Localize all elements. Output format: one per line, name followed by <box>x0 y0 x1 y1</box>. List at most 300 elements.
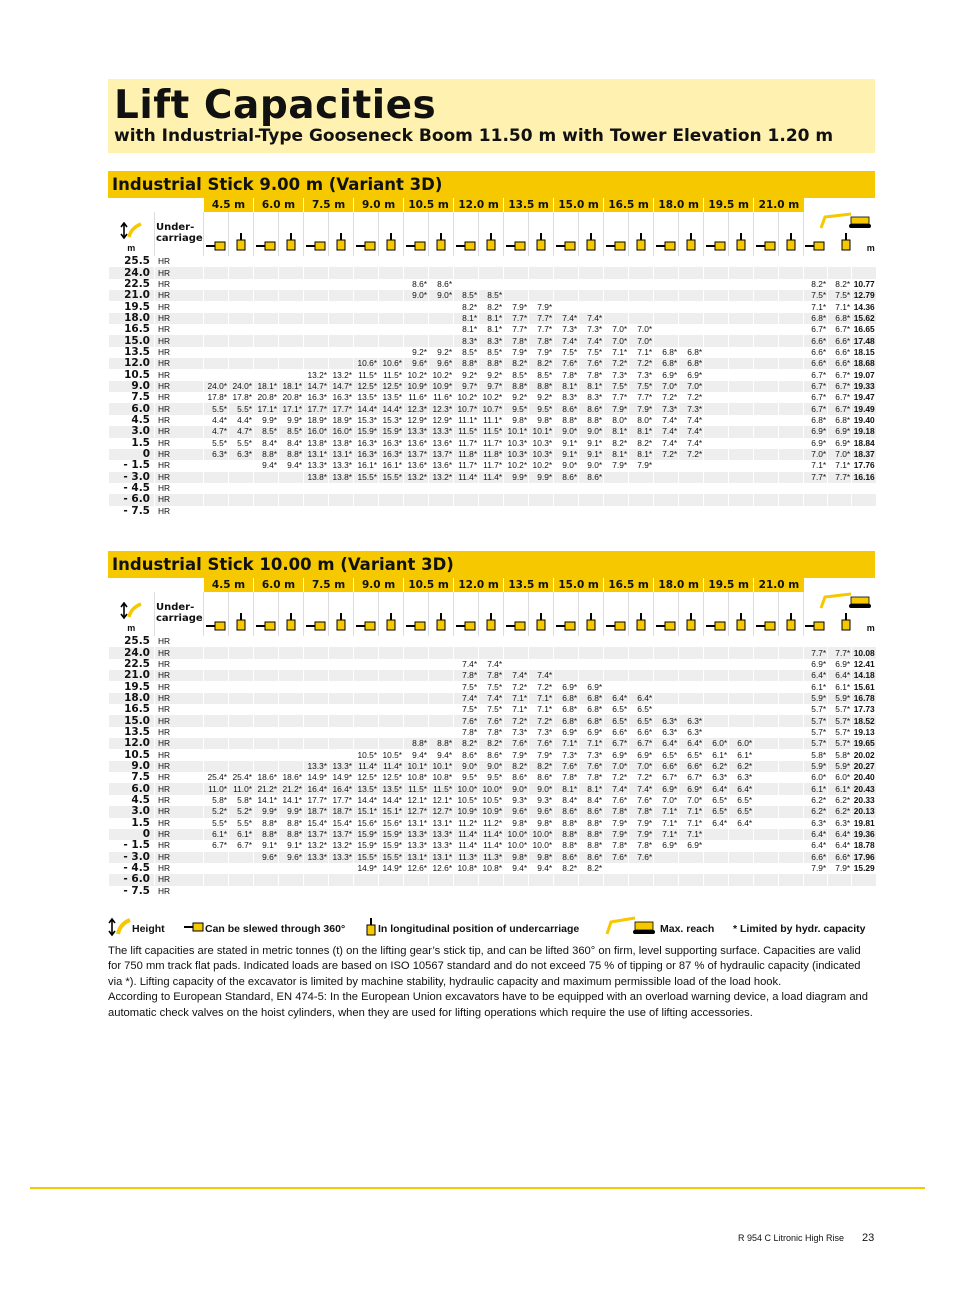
capacity-cell: 11.2* <box>479 818 504 829</box>
max-capacity-cell: 7.7* <box>828 647 852 658</box>
capacity-cell: 10.2* <box>504 460 529 471</box>
capacity-cell: 7.8* <box>579 772 604 783</box>
table-row <box>109 313 876 324</box>
radius-header: 7.5 m <box>304 578 354 592</box>
capacity-cell: 9.6* <box>254 852 279 863</box>
height-cell: 1.5 <box>109 818 155 829</box>
height-cell: 19.5 <box>109 681 155 692</box>
table-row <box>109 403 876 414</box>
capacity-cell: 11.4* <box>479 829 504 840</box>
capacity-cell: 6.8* <box>654 347 679 358</box>
capacity-cell: 7.2* <box>604 772 629 783</box>
longitudinal-icon <box>236 613 246 634</box>
capacity-cell: 8.1* <box>554 381 579 392</box>
capacity-cell: 9.0* <box>579 426 604 437</box>
capacity-cell: 16.3* <box>354 438 379 449</box>
height-cell: 7.5 <box>109 772 155 783</box>
undercarriage-cell: HR <box>155 472 204 483</box>
title-banner <box>108 79 875 153</box>
capacity-cell: 10.2* <box>454 392 479 403</box>
max-reach-cell: 10.77 <box>852 279 876 290</box>
max-reach-cell: 17.73 <box>852 704 876 715</box>
capacity-cell: 11.3* <box>454 852 479 863</box>
capacity-cell: 7.5* <box>629 381 654 392</box>
capacity-cell: 10.3* <box>504 438 529 449</box>
capacity-cell: 11.5* <box>404 783 429 794</box>
capacity-cell: 8.2* <box>529 358 554 369</box>
max-capacity-cell: 6.9* <box>804 426 828 437</box>
capacity-cell: 10.1* <box>529 426 554 437</box>
capacity-cell: 9.1* <box>579 438 604 449</box>
max-capacity-cell <box>804 636 828 647</box>
capacity-cell: 10.6* <box>379 358 404 369</box>
capacity-cell: 6.4* <box>704 783 729 794</box>
capacity-cell: 13.2* <box>404 472 429 483</box>
max-reach-cell: 19.49 <box>852 403 876 414</box>
max-capacity-cell: 6.1* <box>828 681 852 692</box>
capacity-cell: 6.9* <box>579 727 604 738</box>
table-row <box>109 670 876 681</box>
capacity-cell: 6.3* <box>679 727 704 738</box>
capacity-cell: 7.3* <box>579 324 604 335</box>
undercarriage-cell: HR <box>155 415 204 426</box>
capacity-cell: 10.7* <box>479 403 504 414</box>
capacity-cell: 8.2* <box>454 738 479 749</box>
table-row <box>109 460 876 471</box>
slew-icon <box>756 241 776 254</box>
capacity-cell: 11.4* <box>379 761 404 772</box>
capacity-cell: 9.6* <box>504 806 529 817</box>
capacity-cell: 7.0* <box>654 381 679 392</box>
capacity-cell: 17.7* <box>304 403 329 414</box>
height-cell: 18.0 <box>109 313 155 324</box>
capacity-cell: 6.9* <box>554 727 579 738</box>
max-capacity-cell: 5.7* <box>828 715 852 726</box>
capacity-cell: 7.4* <box>504 670 529 681</box>
capacity-cell: 7.2* <box>654 392 679 403</box>
capacity-cell: 7.6* <box>504 738 529 749</box>
max-capacity-cell: 6.4* <box>804 829 828 840</box>
capacity-cell: 16.3* <box>354 449 379 460</box>
capacity-cell: 10.0* <box>454 783 479 794</box>
height-cell: - 3.0 <box>109 852 155 863</box>
capacity-cell: 15.5* <box>354 852 379 863</box>
capacity-cell: 5.2* <box>204 806 229 817</box>
max-reach-cell: 19.18 <box>852 426 876 437</box>
max-capacity-cell <box>804 267 828 278</box>
capacity-cell: 9.0* <box>404 290 429 301</box>
max-capacity-cell: 6.7* <box>828 392 852 403</box>
radius-header: 12.0 m <box>454 198 504 212</box>
capacity-cell: 5.5* <box>204 818 229 829</box>
undercarriage-cell: HR <box>155 659 204 670</box>
capacity-cell: 11.5* <box>454 426 479 437</box>
capacity-cell: 9.9* <box>279 415 304 426</box>
capacity-cell: 11.4* <box>479 840 504 851</box>
longitudinal-icon <box>286 233 296 254</box>
capacity-cell: 13.3* <box>429 829 454 840</box>
max-reach-cell: 15.29 <box>852 863 876 874</box>
capacity-cell: 8.2* <box>529 761 554 772</box>
capacity-cell: 8.8* <box>529 381 554 392</box>
capacity-cell: 4.7* <box>229 426 254 437</box>
table-row <box>109 426 876 437</box>
height-cell: 9.0 <box>109 761 155 772</box>
capacity-cell: 21.2* <box>279 783 304 794</box>
capacity-cell: 8.6* <box>579 403 604 414</box>
capacity-cell: 5.8* <box>204 795 229 806</box>
slew-icon <box>805 241 825 254</box>
max-reach-cell: 17.76 <box>852 460 876 471</box>
capacity-cell: 25.4* <box>204 772 229 783</box>
undercarriage-cell: HR <box>155 852 204 863</box>
capacity-cell: 6.2* <box>704 761 729 772</box>
legend-max-reach: Max. reach <box>660 923 715 935</box>
max-capacity-cell: 6.9* <box>828 659 852 670</box>
radius-header: 10.5 m <box>404 578 454 592</box>
capacity-cell: 13.1* <box>429 852 454 863</box>
capacity-cell: 16.0* <box>329 426 354 437</box>
table-row <box>109 392 876 403</box>
longitudinal-icon <box>536 613 546 634</box>
max-capacity-cell <box>828 483 852 494</box>
capacity-cell: 10.0* <box>479 783 504 794</box>
capacity-cell: 15.4* <box>304 818 329 829</box>
radius-header: 13.5 m <box>504 578 554 592</box>
capacity-cell: 7.6* <box>479 715 504 726</box>
capacity-cell: 14.4* <box>379 403 404 414</box>
capacity-cell: 7.2* <box>529 715 554 726</box>
table-row <box>109 290 876 301</box>
max-reach-cell: 18.78 <box>852 840 876 851</box>
capacity-cell: 16.3* <box>329 392 354 403</box>
max-capacity-cell: 6.9* <box>828 438 852 449</box>
undercarriage-cell: HR <box>155 636 204 647</box>
longitudinal-icon <box>386 233 396 254</box>
capacity-cell: 8.3* <box>554 392 579 403</box>
capacity-cell: 9.8* <box>529 852 554 863</box>
capacity-cell: 10.6* <box>354 358 379 369</box>
capacity-cell: 7.9* <box>629 829 654 840</box>
capacity-cell: 9.3* <box>529 795 554 806</box>
capacity-cell: 8.5* <box>479 347 504 358</box>
capacity-cell: 9.4* <box>429 749 454 760</box>
height-cell: 4.5 <box>109 415 155 426</box>
capacity-cell: 7.4* <box>479 659 504 670</box>
capacity-cell: 6.4* <box>604 693 629 704</box>
capacity-cell: 9.0* <box>529 783 554 794</box>
max-capacity-cell <box>828 636 852 647</box>
capacity-cell: 6.2* <box>729 761 754 772</box>
capacity-cell: 11.5* <box>379 369 404 380</box>
undercarriage-label: Under- <box>156 602 195 613</box>
undercarriage-cell: HR <box>155 256 204 267</box>
capacity-cell: 7.6* <box>579 358 604 369</box>
capacity-cell: 8.6* <box>529 772 554 783</box>
capacity-cell: 8.8* <box>429 738 454 749</box>
capacity-cell: 6.5* <box>704 806 729 817</box>
capacity-cell: 11.5* <box>429 783 454 794</box>
capacity-cell: 8.1* <box>479 324 504 335</box>
capacity-cell: 7.4* <box>629 783 654 794</box>
capacity-cell: 7.4* <box>579 313 604 324</box>
capacity-cell: 12.3* <box>429 403 454 414</box>
max-reach-cell <box>852 506 876 517</box>
capacity-cell: 6.1* <box>729 749 754 760</box>
capacity-cell: 8.1* <box>629 426 654 437</box>
max-reach-cell <box>852 483 876 494</box>
capacity-cell: 16.4* <box>329 783 354 794</box>
capacity-cell: 10.2* <box>479 392 504 403</box>
table-row <box>109 738 876 749</box>
capacity-cell: 6.8* <box>654 358 679 369</box>
max-capacity-cell: 5.9* <box>804 693 828 704</box>
capacity-cell: 9.6* <box>529 806 554 817</box>
capacity-cell: 6.7* <box>629 738 654 749</box>
capacity-cell: 7.2* <box>629 772 654 783</box>
capacity-cell: 7.8* <box>604 840 629 851</box>
capacity-cell: 8.2* <box>454 301 479 312</box>
max-capacity-cell: 5.7* <box>804 738 828 749</box>
capacity-cell: 10.0* <box>504 840 529 851</box>
radius-header: 21.0 m <box>754 578 804 592</box>
capacity-cell: 7.8* <box>454 670 479 681</box>
capacity-cell: 8.6* <box>554 472 579 483</box>
capacity-cell: 7.2* <box>654 449 679 460</box>
capacity-cell: 8.8* <box>254 829 279 840</box>
capacity-cell: 8.8* <box>279 829 304 840</box>
capacity-cell: 6.8* <box>554 704 579 715</box>
capacity-cell: 15.6* <box>354 818 379 829</box>
capacity-cell: 8.4* <box>279 438 304 449</box>
max-capacity-cell: 7.1* <box>804 460 828 471</box>
capacity-cell: 7.9* <box>629 403 654 414</box>
radius-header: 4.5 m <box>204 198 254 212</box>
capacity-cell: 6.8* <box>554 693 579 704</box>
table-row <box>109 852 876 863</box>
page-title: Lift Capacities <box>114 83 437 128</box>
capacity-cell: 10.3* <box>504 449 529 460</box>
undercarriage-cell: HR <box>155 369 204 380</box>
max-capacity-cell: 6.1* <box>804 681 828 692</box>
undercarriage-cell: HR <box>155 392 204 403</box>
capacity-cell: 8.8* <box>279 449 304 460</box>
capacity-cell: 8.8* <box>404 738 429 749</box>
capacity-cell: 7.9* <box>604 460 629 471</box>
table-row <box>109 829 876 840</box>
capacity-cell: 9.9* <box>254 806 279 817</box>
capacity-cell: 8.6* <box>579 852 604 863</box>
max-capacity-cell: 5.7* <box>804 715 828 726</box>
capacity-cell: 7.4* <box>679 426 704 437</box>
undercarriage-cell: HR <box>155 426 204 437</box>
undercarriage-label: Under- <box>156 222 195 233</box>
capacity-cell: 9.0* <box>454 761 479 772</box>
max-reach-cell: 18.37 <box>852 449 876 460</box>
capacity-cell: 7.7* <box>529 324 554 335</box>
capacity-cell: 9.7* <box>454 381 479 392</box>
capacity-cell: 17.8* <box>229 392 254 403</box>
capacity-cell: 7.3* <box>554 324 579 335</box>
capacity-cell: 9.8* <box>529 415 554 426</box>
radius-header: 7.5 m <box>304 198 354 212</box>
height-cell: 22.5 <box>109 659 155 670</box>
capacity-cell: 5.5* <box>204 438 229 449</box>
capacity-cell: 9.7* <box>479 381 504 392</box>
capacity-cell: 8.4* <box>554 795 579 806</box>
capacity-cell: 7.9* <box>529 347 554 358</box>
table-row <box>109 840 876 851</box>
max-capacity-cell: 6.4* <box>804 840 828 851</box>
max-capacity-cell: 7.5* <box>828 290 852 301</box>
table-row <box>109 681 876 692</box>
table-row <box>109 483 876 494</box>
capacity-cell: 6.1* <box>229 829 254 840</box>
slew-icon <box>656 621 676 634</box>
table-row <box>109 369 876 380</box>
capacity-cell: 14.4* <box>379 795 404 806</box>
height-cell: 12.0 <box>109 738 155 749</box>
undercarriage-label: carriage <box>156 233 203 244</box>
capacity-cell: 7.1* <box>604 347 629 358</box>
capacity-cell: 9.1* <box>554 449 579 460</box>
capacity-cell: 7.7* <box>629 392 654 403</box>
capacity-cell: 7.9* <box>504 749 529 760</box>
capacity-cell: 7.6* <box>604 852 629 863</box>
capacity-cell: 14.7* <box>304 381 329 392</box>
height-cell: 10.5 <box>109 749 155 760</box>
undercarriage-cell: HR <box>155 279 204 290</box>
capacity-cell: 18.6* <box>279 772 304 783</box>
capacity-cell: 16.3* <box>304 392 329 403</box>
radius-header: 12.0 m <box>454 578 504 592</box>
slew-icon <box>606 241 626 254</box>
capacity-cell: 7.4* <box>679 438 704 449</box>
capacity-cell: 7.4* <box>654 415 679 426</box>
max-capacity-cell: 6.8* <box>804 313 828 324</box>
max-capacity-cell: 6.0* <box>828 772 852 783</box>
capacity-cell: 7.4* <box>679 415 704 426</box>
table-row <box>109 693 876 704</box>
capacity-cell: 7.4* <box>554 313 579 324</box>
capacity-cell: 7.9* <box>604 829 629 840</box>
undercarriage-cell: HR <box>155 715 204 726</box>
capacity-cell: 13.1* <box>304 449 329 460</box>
capacity-cell: 7.0* <box>604 761 629 772</box>
capacity-cell: 10.2* <box>529 460 554 471</box>
capacity-cell: 7.8* <box>529 335 554 346</box>
table-row <box>109 415 876 426</box>
height-cell: 19.5 <box>109 301 155 312</box>
capacity-cell: 5.5* <box>229 403 254 414</box>
table-row <box>109 886 876 897</box>
max-capacity-cell <box>804 494 828 505</box>
capacity-cell: 18.7* <box>329 806 354 817</box>
capacity-cell: 7.3* <box>504 727 529 738</box>
undercarriage-cell: HR <box>155 290 204 301</box>
table-row <box>109 381 876 392</box>
capacity-cell: 8.8* <box>554 415 579 426</box>
table-row <box>109 347 876 358</box>
capacity-cell: 11.3* <box>479 852 504 863</box>
excavator-icon <box>819 212 875 233</box>
capacity-cell: 9.8* <box>504 818 529 829</box>
table-row <box>109 715 876 726</box>
max-capacity-cell: 6.3* <box>804 818 828 829</box>
max-capacity-cell: 6.9* <box>804 438 828 449</box>
longitudinal-icon <box>486 233 496 254</box>
capacity-cell: 8.6* <box>554 806 579 817</box>
capacity-cell: 9.4* <box>529 863 554 874</box>
capacity-cell: 16.0* <box>304 426 329 437</box>
capacity-cell: 6.3* <box>229 449 254 460</box>
undercarriage-cell: HR <box>155 840 204 851</box>
capacity-cell: 8.1* <box>579 783 604 794</box>
capacity-cell: 17.7* <box>329 795 354 806</box>
undercarriage-cell: HR <box>155 438 204 449</box>
max-reach-cell: 18.84 <box>852 438 876 449</box>
capacity-cell: 10.9* <box>479 806 504 817</box>
capacity-cell: 5.5* <box>229 438 254 449</box>
capacity-cell: 6.9* <box>654 840 679 851</box>
capacity-cell: 6.7* <box>604 738 629 749</box>
max-capacity-cell: 6.4* <box>828 829 852 840</box>
table-row <box>109 636 876 647</box>
max-capacity-cell: 6.7* <box>804 369 828 380</box>
height-cell: 6.0 <box>109 403 155 414</box>
capacity-cell: 13.3* <box>404 840 429 851</box>
capacity-cell: 15.5* <box>379 472 404 483</box>
slew-icon <box>756 621 776 634</box>
undercarriage-cell: HR <box>155 506 204 517</box>
capacity-cell: 14.9* <box>379 863 404 874</box>
capacity-cell: 9.2* <box>429 347 454 358</box>
max-reach-cell: 12.41 <box>852 659 876 670</box>
capacity-cell: 9.1* <box>279 840 304 851</box>
radius-header: 18.0 m <box>654 198 704 212</box>
radius-header: 9.0 m <box>354 578 404 592</box>
capacity-cell: 11.0* <box>229 783 254 794</box>
undercarriage-cell: HR <box>155 738 204 749</box>
capacity-cell: 10.3* <box>529 449 554 460</box>
undercarriage-cell: HR <box>155 704 204 715</box>
capacity-cell: 8.2* <box>504 358 529 369</box>
capacity-cell: 13.8* <box>329 472 354 483</box>
capacity-cell: 9.5* <box>504 403 529 414</box>
capacity-cell: 7.4* <box>554 335 579 346</box>
capacity-cell: 15.9* <box>379 829 404 840</box>
capacity-cell: 13.3* <box>329 460 354 471</box>
slew-icon <box>184 922 204 935</box>
capacity-cell: 9.9* <box>529 472 554 483</box>
table-row <box>109 783 876 794</box>
capacity-cell: 7.8* <box>554 772 579 783</box>
capacity-cell: 7.1* <box>529 693 554 704</box>
capacity-cell: 7.2* <box>529 681 554 692</box>
table-row <box>109 256 876 267</box>
capacity-cell: 11.6* <box>404 392 429 403</box>
height-cell: 1.5 <box>109 438 155 449</box>
capacity-cell: 7.0* <box>654 795 679 806</box>
capacity-cell: 7.5* <box>479 704 504 715</box>
capacity-cell: 7.6* <box>629 852 654 863</box>
max-reach-cell: 18.52 <box>852 715 876 726</box>
capacity-cell: 8.8* <box>479 358 504 369</box>
longitudinal-icon <box>586 233 596 254</box>
capacity-cell: 7.5* <box>554 347 579 358</box>
capacity-cell: 9.2* <box>454 369 479 380</box>
capacity-cell: 9.2* <box>404 347 429 358</box>
